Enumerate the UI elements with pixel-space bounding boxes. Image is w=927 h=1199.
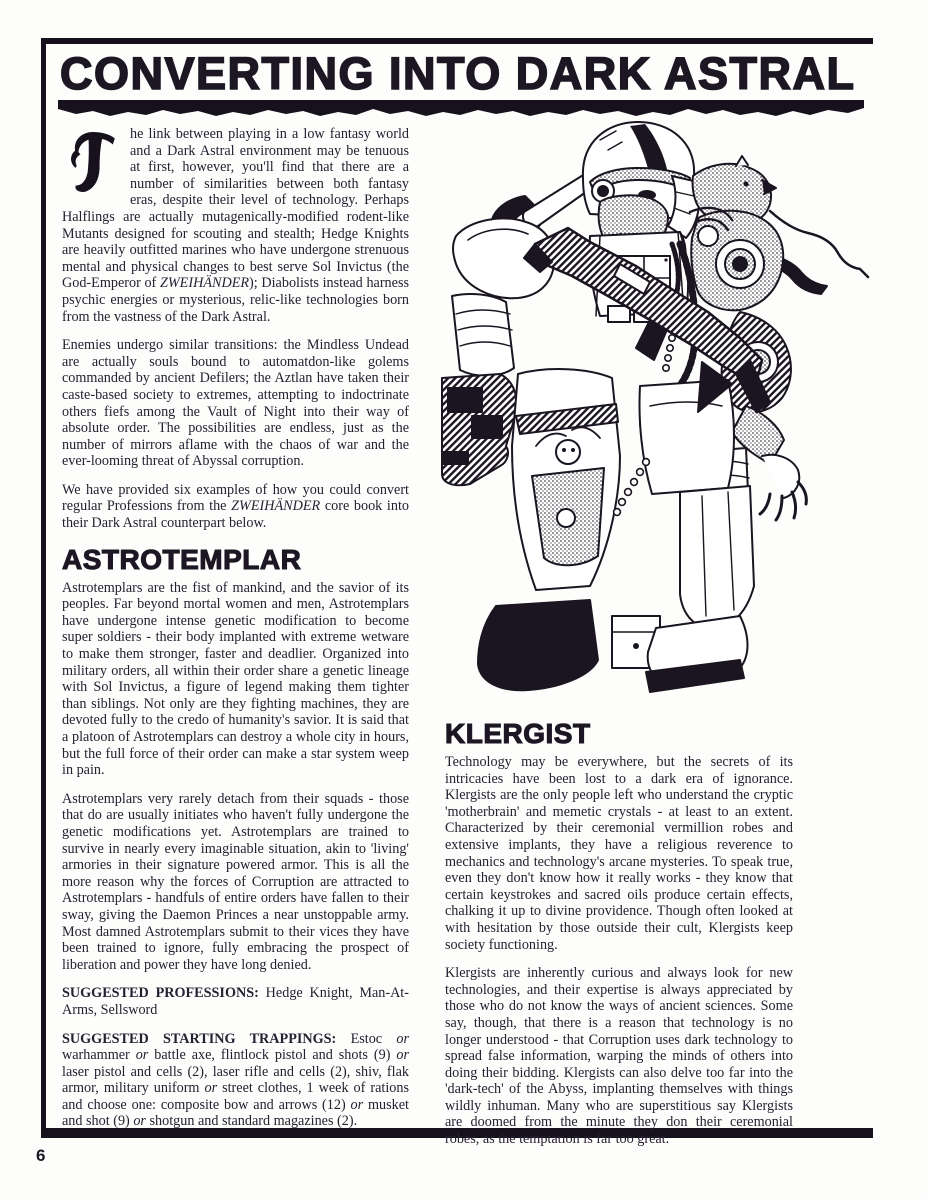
klergist-paragraph-2: Klergists are inherently curious and always look for new technologies, and their expertise is always appreciated by those who do not know the ways of ancient sciences. Some say, though, that there is a reason that technology is no longer understood - that Corruption uses dark technology to spread false information, warping the minds of others into doing their bidding. Klergists can also delve too far into the 'dark-tech' of the Abyss, implanting themselves with things wildly inhuman. Many who are superstitious say Klergists are doomed from the minute they don their ceremonial robes, as the temptation is far too great. [445,965,793,1148]
page-border-top [41,38,873,44]
klergist-paragraph-1: Technology may be everywhere, but the secrets of its intricacies have been lost to a dark era of ignorance. Klergists are the only people left who understand the cryptic 'motherbrain' and memetic crystals - at least to an extent. Characterized by their ceremonial vermillion robes and extensive implants, they have a religious reverence to mechanics and technology's arcane mysteries. To speak true, even they don't know how it really works - they know that certain keystrokes and sacred oils produce certain effects, chalking it up to divine providence. Though often looked at with hesitation by those outside their cult, Klergists keep society functioning. [445,754,793,953]
page-title: CONVERTING INTO DARK ASTRAL [60,48,856,99]
astrotemplar-marine-illustration [440,116,880,702]
astrotemplar-paragraph-2: Astrotemplars very rarely detach from their squads - those that do are usually initiates who haven't fully undergone the genetic modifications yet. Astrotemplars are trained to survive in nearly every imaginable situation, akin to 'living' armories in their signature powered armor. This is all the more reason why the forces of Corruption are attracted to Astrotemplars - handfuls of entire orders have fallen to their sway, giving the Daemon Princes a near unstoppable army. Most damned Astrotemplars submit to their vices they have been trained to ignore, fully embracing the prospect of liberation and power they have long denied. [62,790,409,973]
klergist-heading: KLERGIST [445,718,591,749]
drop-cap-letter-T [62,128,124,194]
astrotemplar-heading: ASTROTEMPLAR [62,543,302,575]
left-column [62,126,409,1142]
intro-paragraph-2: Enemies undergo similar transitions: the Mindless Undead are actually souls bound to automatdon-like golems commanded by ancient Defilers; the Aztlan have taken their caste-based society to extremes, attempting to indoctrinate others fiefs among the Vault of Night into their way of absolute order. The possibilities are endless, just as the number of mirrors aflame with the chaos of war and the ever-looming threat of Abyssal corruption. [62,337,409,470]
right-column [445,712,793,1160]
intro-paragraph-3: We have provided six examples of how you could convert regular Professions from the ZWEIHÄNDER core book into their Dark Astral counterpart below. [62,481,410,532]
astrotemplar-paragraph-1: Astrotemplars are the fist of mankind, and the savior of its peoples. Far beyond mortal women and men, Astrotemplars have undergone intense genetic modification to become super soldiers - their body implanted with extreme wetware to make them stronger, faster and deadlier. Organized into military orders, all within their order share a genetic lineage with Sol Invictus, a figure of legend making them tighter than siblings. Not only are they fighting machines, they are devoted fully to the credo of humanity's savior. It is said that a platoon of Astrotemplars can destroy a whole city in hours, but the full force of their order can make a star system weep in pain. [62,579,409,779]
page-number: 6 [36,1146,46,1165]
intro-paragraph-1: he link between playing in a low fantasy world and a Dark Astral environment may be tenuous at first, however, you'll find that there are a number of similarities between both fantasy eras, despite their level of technology. Perhaps Halflings are actually mutagenically-modified rodent-like Mutants designed for scouting and stealth; Hedge Knights are heavily outfitted marines who have undergone strenuous mental and physical changes to best serve Sol Invictus (the God-Emperor of ZWEIHÄNDER); Diabolists instead harness psychic energies or mysterious, relic-like technologies born from the vastness of the Dark Astral. [62,126,409,325]
astrotemplar-professions: SUGGESTED PROFESSIONS: Hedge Knight, Man-At-Arms, Sellsword [62,985,409,1018]
page-border-left [41,38,46,1138]
astrotemplar-trappings: SUGGESTED STARTING TRAPPINGS: Estoc or warhammer or battle axe, flintlock pistol and shots (9) or laser pistol and cells (2), laser rifle and cells (2), shiv, flak armor, military uniform or street clothes, 1 week of rations and choose one: composite bow and arrows (12) or musket and shot (9) or shotgun and standard magazines (2). [62,1030,409,1130]
